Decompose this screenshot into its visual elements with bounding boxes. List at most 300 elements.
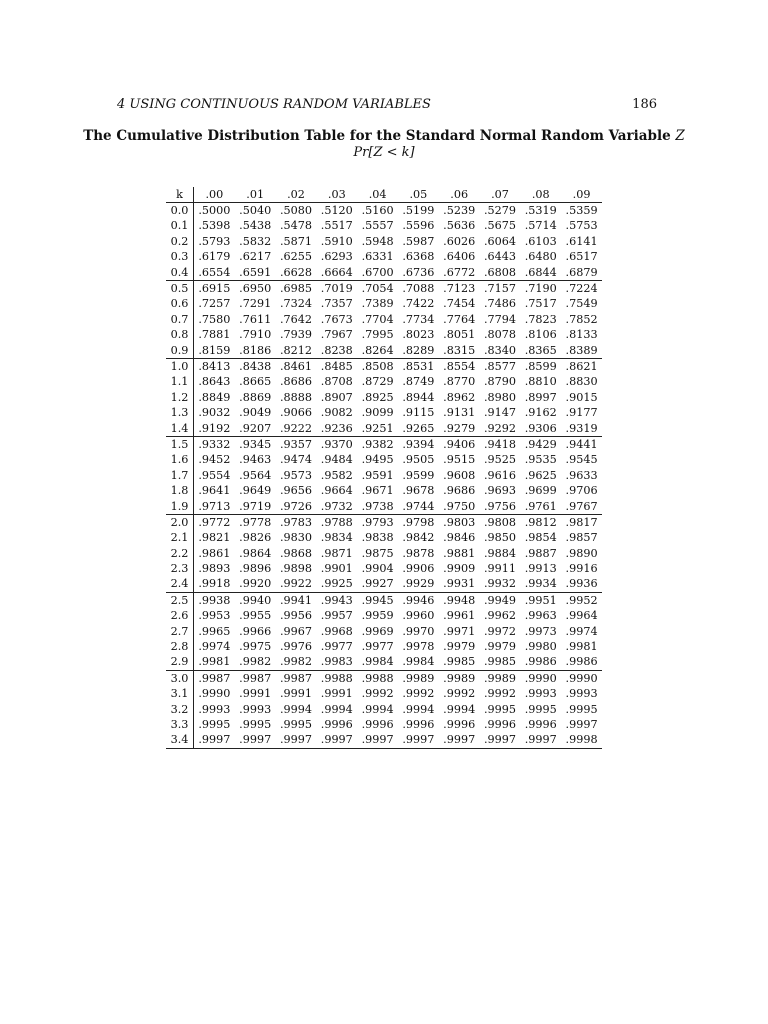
probability-cell: .9992 <box>361 687 394 701</box>
probability-cell: .9812 <box>524 515 557 529</box>
probability-cell: .9981 <box>198 655 231 669</box>
k-value-cell: 2.6 <box>166 609 194 624</box>
probability-cell: .9761 <box>524 499 557 513</box>
probability-cell: .8315 <box>443 343 476 357</box>
probability-cell: .9997 <box>320 733 353 747</box>
probability-cell: .8186 <box>239 343 272 357</box>
probability-cell: .9664 <box>320 484 353 498</box>
probability-cell: .9406 <box>443 437 476 451</box>
table-row <box>166 483 602 498</box>
probability-cell: .9599 <box>402 468 435 482</box>
probability-cell: .9969 <box>361 624 394 638</box>
probability-cell: .9987 <box>198 671 231 685</box>
probability-cell: .6664 <box>320 265 353 279</box>
probability-cell: .9854 <box>524 531 557 545</box>
probability-cell: .9778 <box>239 515 272 529</box>
column-header: .09 <box>572 187 591 201</box>
probability-cell: .9945 <box>361 593 394 607</box>
probability-cell: .9881 <box>443 546 476 560</box>
probability-cell: .9995 <box>279 717 312 731</box>
probability-cell: .9686 <box>443 484 476 498</box>
k-value-cell: 0.8 <box>166 328 194 343</box>
probability-cell: .5557 <box>361 219 394 233</box>
probability-cell: .9678 <box>402 484 435 498</box>
probability-cell: .9997 <box>443 733 476 747</box>
probability-cell: .9989 <box>483 671 516 685</box>
k-value-cell: 2.9 <box>166 655 194 671</box>
k-value-cell: 0.5 <box>166 281 194 297</box>
probability-cell: .6591 <box>239 265 272 279</box>
probability-cell: .9997 <box>361 733 394 747</box>
probability-cell: .9633 <box>565 468 598 482</box>
k-value-cell: 2.3 <box>166 561 194 576</box>
probability-cell: .5120 <box>320 204 353 218</box>
probability-cell: .8438 <box>239 359 272 373</box>
probability-cell: .9932 <box>483 577 516 591</box>
probability-cell: .8159 <box>198 343 231 357</box>
table-row <box>166 343 602 359</box>
probability-cell: .6217 <box>239 250 272 264</box>
probability-cell: .9767 <box>565 499 598 513</box>
probability-cell: .9251 <box>361 421 394 435</box>
probability-cell: .9418 <box>483 437 516 451</box>
probability-cell: .9861 <box>198 546 231 560</box>
probability-cell: .9990 <box>198 687 231 701</box>
probability-cell: .5987 <box>402 234 435 248</box>
probability-cell: .9875 <box>361 546 394 560</box>
probability-cell: .9988 <box>361 671 394 685</box>
probability-cell: .9798 <box>402 515 435 529</box>
probability-cell: .9986 <box>565 655 598 669</box>
k-value-cell: 1.9 <box>166 499 194 515</box>
probability-cell: .9995 <box>524 702 557 716</box>
k-value-cell: 3.2 <box>166 702 194 717</box>
probability-cell: .9913 <box>524 562 557 576</box>
probability-cell: .8729 <box>361 375 394 389</box>
probability-cell: .8212 <box>279 343 312 357</box>
probability-cell: .9973 <box>524 624 557 638</box>
probability-cell: .9996 <box>402 717 435 731</box>
probability-cell: .9965 <box>198 624 231 638</box>
probability-cell: .6736 <box>402 265 435 279</box>
table-row <box>166 405 602 420</box>
probability-cell: .8023 <box>402 328 435 342</box>
probability-cell: .8790 <box>483 375 516 389</box>
probability-cell: .9972 <box>483 624 516 638</box>
probability-cell: .9979 <box>483 640 516 654</box>
probability-cell: .9573 <box>279 468 312 482</box>
k-value-cell: 2.8 <box>166 639 194 654</box>
table-row <box>166 234 602 249</box>
probability-cell: .9938 <box>198 593 231 607</box>
probability-cell: .9946 <box>402 593 435 607</box>
probability-cell: .5517 <box>320 219 353 233</box>
probability-cell: .7019 <box>320 282 353 296</box>
probability-cell: .9131 <box>443 406 476 420</box>
probability-cell: .9993 <box>524 687 557 701</box>
probability-cell: .9744 <box>402 499 435 513</box>
k-value-cell: 0.1 <box>166 219 194 234</box>
probability-cell: .5753 <box>565 219 598 233</box>
probability-cell: .9940 <box>239 593 272 607</box>
probability-cell: .6103 <box>524 234 557 248</box>
table-row <box>166 593 602 609</box>
probability-cell: .9959 <box>361 609 394 623</box>
probability-cell: .7224 <box>565 282 598 296</box>
probability-cell: .9943 <box>320 593 353 607</box>
probability-cell: .9015 <box>565 390 598 404</box>
probability-cell: .8485 <box>320 359 353 373</box>
probability-cell: .9857 <box>565 531 598 545</box>
k-value-cell: 3.4 <box>166 733 194 749</box>
table-row <box>166 546 602 561</box>
probability-cell: .9345 <box>239 437 272 451</box>
probability-cell: .8907 <box>320 390 353 404</box>
probability-cell: .9719 <box>239 499 272 513</box>
probability-cell: .9890 <box>565 546 598 560</box>
probability-cell: .8531 <box>402 359 435 373</box>
probability-cell: .9505 <box>402 453 435 467</box>
k-value-cell: 2.0 <box>166 515 194 531</box>
probability-cell: .5636 <box>443 219 476 233</box>
probability-cell: .9732 <box>320 499 353 513</box>
probability-cell: .9382 <box>361 437 394 451</box>
probability-cell: .9846 <box>443 531 476 545</box>
probability-cell: .9582 <box>320 468 353 482</box>
k-value-cell: 2.2 <box>166 546 194 561</box>
k-value-cell: 0.0 <box>166 203 194 219</box>
probability-cell: .5160 <box>361 204 394 218</box>
probability-cell: .9996 <box>320 717 353 731</box>
probability-cell: .9976 <box>279 640 312 654</box>
probability-cell: .7673 <box>320 312 353 326</box>
probability-cell: .6844 <box>524 265 557 279</box>
probability-cell: .5438 <box>239 219 272 233</box>
probability-cell: .6700 <box>361 265 394 279</box>
probability-cell: .8508 <box>361 359 394 373</box>
probability-cell: .9995 <box>483 702 516 716</box>
probability-cell: .9916 <box>565 562 598 576</box>
probability-cell: .9649 <box>239 484 272 498</box>
probability-cell: .9995 <box>565 702 598 716</box>
probability-cell: .9997 <box>239 733 272 747</box>
probability-cell: .8643 <box>198 375 231 389</box>
probability-cell: .9032 <box>198 406 231 420</box>
k-value-cell: 3.3 <box>166 717 194 732</box>
probability-cell: .9222 <box>279 421 312 435</box>
table-title-variable: Z <box>675 128 685 144</box>
probability-cell: .8106 <box>524 328 557 342</box>
probability-cell: .9992 <box>443 687 476 701</box>
probability-cell: .9884 <box>483 546 516 560</box>
probability-cell: .9953 <box>198 609 231 623</box>
probability-cell: .9952 <box>565 593 598 607</box>
probability-cell: .9821 <box>198 531 231 545</box>
probability-cell: .9591 <box>361 468 394 482</box>
probability-cell: .8051 <box>443 328 476 342</box>
table-row <box>166 531 602 546</box>
table-row <box>166 468 602 483</box>
probability-cell: .6443 <box>483 250 516 264</box>
probability-cell: .9394 <box>402 437 435 451</box>
probability-cell: .9991 <box>279 687 312 701</box>
probability-cell: .9993 <box>198 702 231 716</box>
column-header: .08 <box>531 187 550 201</box>
probability-cell: .9990 <box>565 671 598 685</box>
probability-cell: .8461 <box>279 359 312 373</box>
k-value-cell: 1.6 <box>166 453 194 468</box>
probability-cell: .9177 <box>565 406 598 420</box>
probability-cell: .5080 <box>279 204 312 218</box>
probability-cell: .7794 <box>483 312 516 326</box>
probability-cell: .8962 <box>443 390 476 404</box>
probability-cell: .8749 <box>402 375 435 389</box>
probability-cell: .9961 <box>443 609 476 623</box>
probability-cell: .9920 <box>239 577 272 591</box>
probability-cell: .7357 <box>320 297 353 311</box>
probability-cell: .9909 <box>443 562 476 576</box>
table-row <box>166 219 602 234</box>
probability-cell: .8599 <box>524 359 557 373</box>
k-value-cell: 1.7 <box>166 468 194 483</box>
probability-cell: .8554 <box>443 359 476 373</box>
probability-cell: .9991 <box>320 687 353 701</box>
probability-cell: .8708 <box>320 375 353 389</box>
page-header <box>117 97 657 115</box>
probability-cell: .8925 <box>361 390 394 404</box>
k-value-cell: 2.1 <box>166 531 194 546</box>
probability-cell: .9934 <box>524 577 557 591</box>
k-value-cell: 1.2 <box>166 390 194 405</box>
probability-cell: .5319 <box>524 204 557 218</box>
probability-cell: .8944 <box>402 390 435 404</box>
probability-cell: .5714 <box>524 219 557 233</box>
probability-cell: .9265 <box>402 421 435 435</box>
probability-cell: .8289 <box>402 343 435 357</box>
probability-cell: .9893 <box>198 562 231 576</box>
probability-cell: .9985 <box>443 655 476 669</box>
probability-cell: .9441 <box>565 437 598 451</box>
probability-cell: .9984 <box>402 655 435 669</box>
probability-cell: .5832 <box>239 234 272 248</box>
probability-cell: .9738 <box>361 499 394 513</box>
probability-cell: .6255 <box>279 250 312 264</box>
probability-cell: .5040 <box>239 204 272 218</box>
table-row <box>166 499 602 515</box>
column-header: .06 <box>450 187 469 201</box>
probability-cell: .9989 <box>402 671 435 685</box>
probability-cell: .9850 <box>483 531 516 545</box>
table-row <box>166 375 602 390</box>
probability-cell: .9986 <box>524 655 557 669</box>
cumulative-distribution-table <box>166 187 602 749</box>
table-row <box>166 390 602 405</box>
probability-cell: .9332 <box>198 437 231 451</box>
probability-cell: .9147 <box>483 406 516 420</box>
probability-cell: .8888 <box>279 390 312 404</box>
probability-cell: .9979 <box>443 640 476 654</box>
probability-cell: .9115 <box>402 406 435 420</box>
k-value-cell: 0.9 <box>166 343 194 359</box>
table-row <box>166 639 602 654</box>
probability-cell: .9625 <box>524 468 557 482</box>
k-value-cell: 2.5 <box>166 593 194 609</box>
column-header: .03 <box>327 187 346 201</box>
probability-cell: .7257 <box>198 297 231 311</box>
probability-cell: .9941 <box>279 593 312 607</box>
k-value-cell: 1.5 <box>166 437 194 453</box>
probability-cell: .7517 <box>524 297 557 311</box>
probability-cell: .9474 <box>279 453 312 467</box>
probability-cell: .9997 <box>402 733 435 747</box>
table-header-row <box>166 187 602 203</box>
probability-cell: .9838 <box>361 531 394 545</box>
page-number: 186 <box>632 97 657 112</box>
k-value-cell: 0.3 <box>166 250 194 265</box>
k-value-cell: 3.1 <box>166 687 194 702</box>
probability-cell: .5910 <box>320 234 353 248</box>
probability-cell: .9726 <box>279 499 312 513</box>
probability-cell: .9992 <box>483 687 516 701</box>
probability-cell: .5596 <box>402 219 435 233</box>
probability-cell: .9994 <box>402 702 435 716</box>
probability-cell: .9911 <box>483 562 516 576</box>
probability-cell: .8389 <box>565 343 598 357</box>
k-value-cell: 0.7 <box>166 312 194 327</box>
probability-cell: .5359 <box>565 204 598 218</box>
probability-cell: .6808 <box>483 265 516 279</box>
probability-cell: .9967 <box>279 624 312 638</box>
probability-cell: .8830 <box>565 375 598 389</box>
chapter-heading: 4 USING CONTINUOUS RANDOM VARIABLES <box>117 97 431 112</box>
probability-cell: .9993 <box>565 687 598 701</box>
table-row <box>166 577 602 593</box>
table-row <box>166 609 602 624</box>
probability-cell: .6772 <box>443 265 476 279</box>
probability-cell: .9977 <box>320 640 353 654</box>
probability-cell: .9808 <box>483 515 516 529</box>
probability-cell: .6064 <box>483 234 516 248</box>
probability-cell: .9992 <box>402 687 435 701</box>
probability-cell: .9990 <box>524 671 557 685</box>
probability-cell: .6026 <box>443 234 476 248</box>
probability-cell: .9279 <box>443 421 476 435</box>
probability-cell: .6179 <box>198 250 231 264</box>
probability-cell: .8577 <box>483 359 516 373</box>
probability-cell: .6406 <box>443 250 476 264</box>
probability-cell: .9997 <box>198 733 231 747</box>
probability-cell: .9982 <box>279 655 312 669</box>
probability-cell: .9994 <box>361 702 394 716</box>
probability-cell: .6879 <box>565 265 598 279</box>
probability-cell: .9871 <box>320 546 353 560</box>
probability-cell: .7324 <box>279 297 312 311</box>
probability-cell: .6915 <box>198 282 231 296</box>
probability-cell: .9997 <box>483 733 516 747</box>
probability-cell: .7549 <box>565 297 598 311</box>
table-row <box>166 702 602 717</box>
k-value-cell: 1.4 <box>166 421 194 437</box>
probability-cell: .7823 <box>524 312 557 326</box>
probability-cell: .9706 <box>565 484 598 498</box>
probability-cell: .8340 <box>483 343 516 357</box>
k-value-cell: 1.8 <box>166 483 194 498</box>
probability-cell: .7088 <box>402 282 435 296</box>
probability-cell: .9515 <box>443 453 476 467</box>
probability-cell: .9996 <box>524 717 557 731</box>
probability-cell: .7852 <box>565 312 598 326</box>
probability-cell: .5478 <box>279 219 312 233</box>
probability-cell: .8365 <box>524 343 557 357</box>
probability-cell: .9987 <box>279 671 312 685</box>
table-row <box>166 437 602 453</box>
probability-cell: .9993 <box>239 702 272 716</box>
probability-cell: .9918 <box>198 577 231 591</box>
probability-cell: .9985 <box>483 655 516 669</box>
probability-cell: .9975 <box>239 640 272 654</box>
table-row <box>166 717 602 732</box>
probability-cell: .9968 <box>320 624 353 638</box>
probability-cell: .9970 <box>402 624 435 638</box>
table-row <box>166 421 602 437</box>
probability-cell: .7291 <box>239 297 272 311</box>
probability-cell: .9896 <box>239 562 272 576</box>
probability-cell: .7967 <box>320 328 353 342</box>
probability-cell: .6554 <box>198 265 231 279</box>
column-header: .02 <box>287 187 305 201</box>
probability-cell: .9713 <box>198 499 231 513</box>
probability-cell: .9887 <box>524 546 557 560</box>
probability-cell: .9964 <box>565 609 598 623</box>
table-row <box>166 624 602 639</box>
k-value-cell: 1.0 <box>166 359 194 375</box>
probability-cell: .9980 <box>524 640 557 654</box>
probability-cell: .9983 <box>320 655 353 669</box>
probability-cell: .9484 <box>320 453 353 467</box>
probability-cell: .6950 <box>239 282 272 296</box>
probability-cell: .9906 <box>402 562 435 576</box>
probability-cell: .9357 <box>279 437 312 451</box>
table-title <box>0 128 768 144</box>
probability-cell: .9608 <box>443 468 476 482</box>
probability-cell: .9564 <box>239 468 272 482</box>
table-body <box>166 203 602 749</box>
probability-cell: .9192 <box>198 421 231 435</box>
probability-cell: .9974 <box>198 640 231 654</box>
probability-cell: .7995 <box>361 328 394 342</box>
probability-cell: .9977 <box>361 640 394 654</box>
probability-cell: .5871 <box>279 234 312 248</box>
probability-cell: .5279 <box>483 204 516 218</box>
probability-cell: .9306 <box>524 421 557 435</box>
probability-cell: .6628 <box>279 265 312 279</box>
k-column-header: k <box>166 187 194 203</box>
probability-cell: .9207 <box>239 421 272 435</box>
probability-cell: .7190 <box>524 282 557 296</box>
probability-cell: .9948 <box>443 593 476 607</box>
k-value-cell: 0.6 <box>166 297 194 312</box>
probability-cell: .9082 <box>320 406 353 420</box>
probability-cell: .8133 <box>565 328 598 342</box>
probability-cell: .7704 <box>361 312 394 326</box>
probability-cell: .9099 <box>361 406 394 420</box>
probability-cell: .9830 <box>279 531 312 545</box>
probability-cell: .7486 <box>483 297 516 311</box>
probability-cell: .9957 <box>320 609 353 623</box>
probability-cell: .6331 <box>361 250 394 264</box>
probability-cell: .9671 <box>361 484 394 498</box>
probability-cell: .9756 <box>483 499 516 513</box>
